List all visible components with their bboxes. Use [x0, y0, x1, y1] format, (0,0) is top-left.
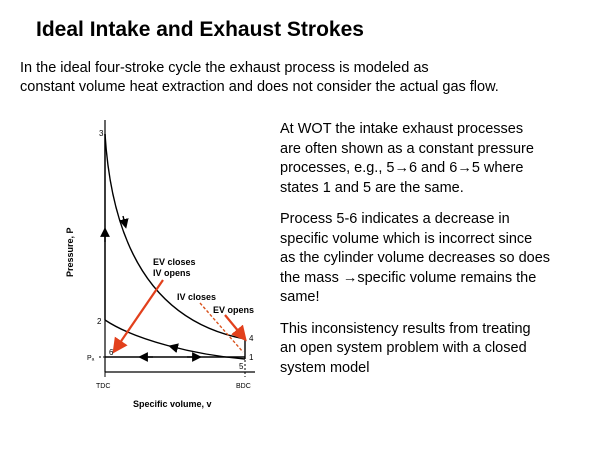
note-line: as the cylinder volume decreases so does [280, 250, 551, 266]
state-4-label: 4 [249, 334, 254, 343]
notes-panel [280, 120, 595, 390]
intro-line: constant volume heat extraction and does not consider the actual gas flow. [20, 79, 499, 95]
tdc-label: TDC [96, 383, 111, 390]
note-line: are often shown as a constant pressure [280, 140, 534, 157]
intro-paragraph [20, 59, 595, 97]
note-wot-intake-exhaust [280, 120, 595, 198]
y-axis-label: Pressure, P [65, 227, 75, 277]
ev-opens-label: EV opens [213, 305, 255, 315]
note-line: processes, e.g., 5→6 and 6→5 where [280, 160, 524, 176]
x-axis-label: Specific volume, v [133, 399, 212, 409]
patm-label: Pₐ [87, 355, 95, 362]
note-line: states 1 and 5 are the same. [280, 179, 464, 196]
note-line: same! [280, 289, 320, 305]
note-line: specific volume which is incorrect since [280, 230, 533, 247]
iv-closes-label: IV closes [177, 292, 217, 302]
state-5-label: 5 [239, 362, 244, 371]
note-line: the mass →specific volume remains the [280, 269, 537, 286]
pv-diagram [55, 112, 290, 417]
note-inconsistency [280, 320, 595, 379]
page-title: Ideal Intake and Exhaust Strokes [36, 18, 364, 41]
ev-closes-arrow [115, 280, 163, 350]
note-line: an open system problem with a closed [280, 340, 527, 356]
state-3-label: 3 [99, 129, 104, 138]
note-line: This inconsistency results from treating [280, 320, 531, 337]
note-line: At WOT the intake exhaust processes [280, 121, 524, 137]
state-6-label: 6 [109, 348, 114, 357]
iv-opens-label: IV opens [153, 268, 191, 278]
compression-curve [105, 320, 245, 359]
bdc-label: BDC [236, 383, 251, 390]
state-2-label: 2 [97, 317, 102, 326]
note-process-5-6 [280, 210, 595, 308]
ev-closes-label: EV closes [153, 257, 196, 267]
note-line: Process 5-6 indicates a decrease in [280, 211, 510, 227]
state-1-label: 1 [249, 353, 254, 362]
pv-diagram-svg [55, 112, 290, 417]
compression-arrow [173, 347, 177, 348]
expansion-arrow [123, 216, 125, 224]
intro-line: In the ideal four-stroke cycle the exhaust process is modeled as [20, 60, 429, 76]
note-line: system model [280, 359, 370, 376]
